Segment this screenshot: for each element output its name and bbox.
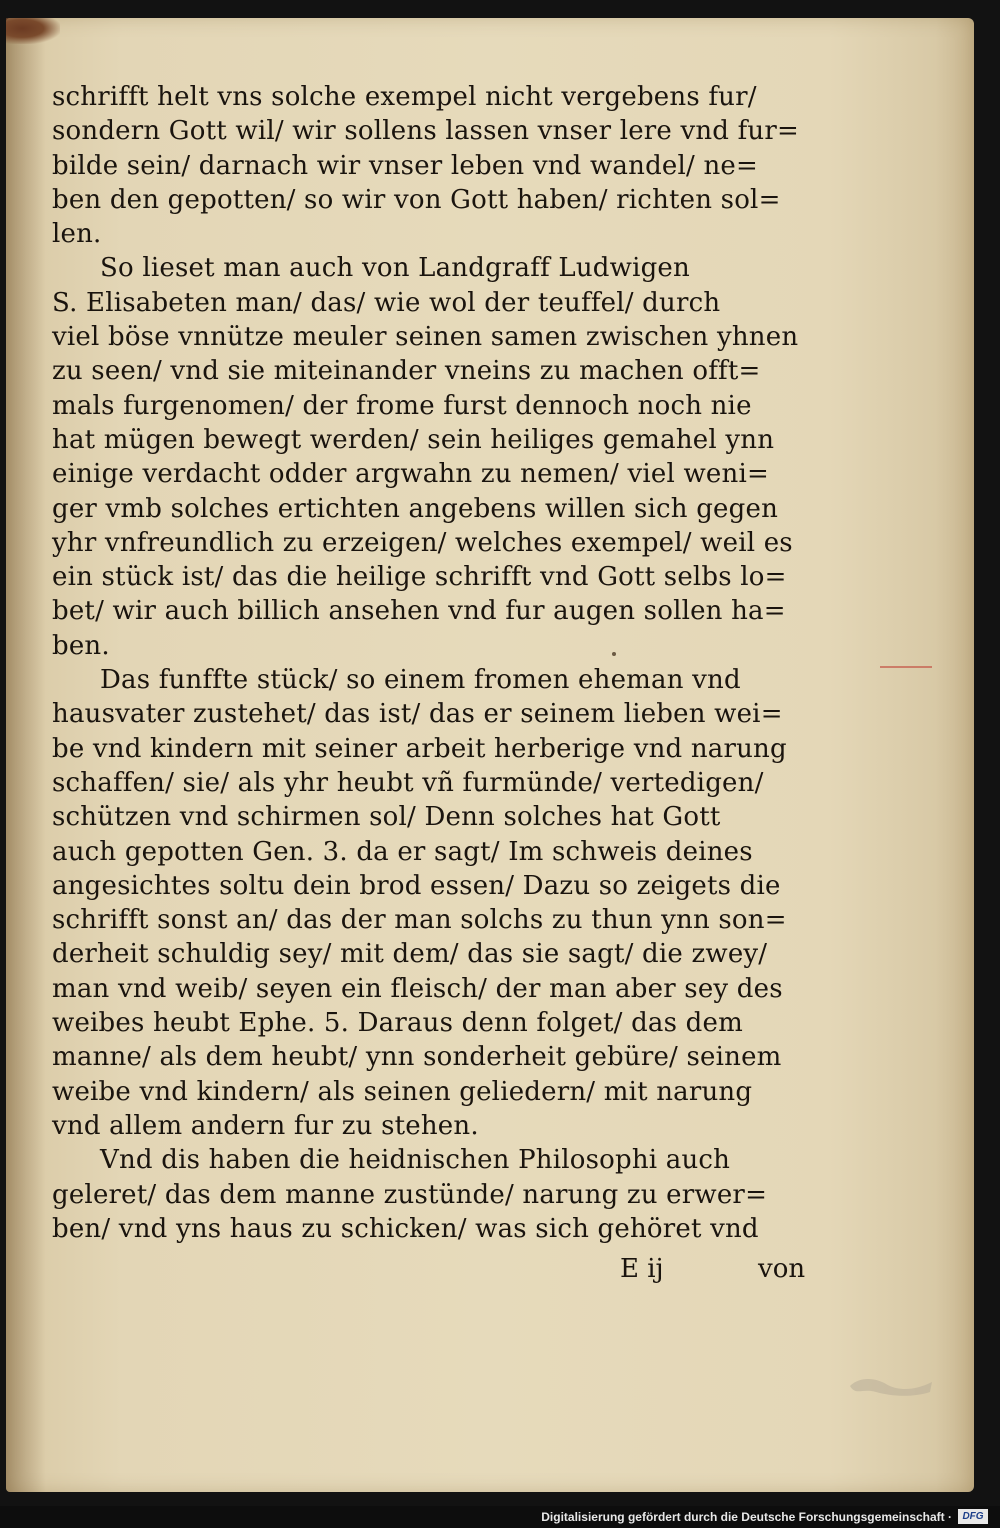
text-line: man vnd weib/ seyen ein fleisch/ der man aber sey des (52, 973, 783, 1004)
text-line: schaffen/ sie/ als yhr heubt vñ furmünde/ vertedigen/ (52, 767, 764, 798)
signature-mark: E ij (620, 1254, 664, 1284)
text-line: Das funffte stück/ so einem fromen eheman vnd (100, 665, 741, 696)
pencil-dot-mark (612, 652, 616, 656)
text-line: hat mügen bewegt werden/ sein heiliges gemahel ynn (52, 424, 775, 455)
text-line: vnd allem andern fur zu stehen. (52, 1110, 479, 1141)
text-line: hausvater zustehet/ das ist/ das er seinem lieben wei= (52, 699, 783, 730)
page-footer (52, 1254, 822, 1288)
text-line: manne/ als dem heubt/ ynn sonderheit gebüre/ seinem (52, 1042, 782, 1073)
page-corner-stain (6, 18, 60, 44)
text-line: Vnd dis haben die heidnischen Philosophi auch (100, 1145, 731, 1176)
text-line: derheit schuldig sey/ mit dem/ das sie sagt/ die zwey/ (52, 939, 768, 970)
text-line: S. Elisabeten man/ das/ wie wol der teuffel/ durch (52, 287, 721, 318)
text-line: ben/ vnd yns haus zu schicken/ was sich gehöret vnd (52, 1213, 759, 1244)
text-line: zu seen/ vnd sie miteinander vneins zu machen offt= (52, 356, 761, 387)
text-line: auch gepotten Gen. 3. da er sagt/ Im schweis deines (52, 836, 753, 867)
dfg-logo-icon: DFG (958, 1509, 988, 1524)
red-ink-mark (880, 666, 932, 668)
text-line: len. (52, 219, 102, 250)
text-line: angesichtes soltu dein brod essen/ Dazu so zeigets die (52, 870, 781, 901)
text-line: ben. (52, 630, 110, 661)
catchword: von (758, 1254, 806, 1284)
text-line: schrifft sonst an/ das der man solchs zu thun ynn son= (52, 905, 787, 936)
text-line: sondern Gott wil/ wir sollens lassen vnser lere vnd fur= (52, 116, 799, 147)
text-line: ger vmb solches ertichten angebens willen sich gegen (52, 493, 779, 524)
text-line: viel böse vnnütze meuler seinen samen zwischen yhnen (52, 322, 799, 353)
text-line: schützen vnd schirmen sol/ Denn solches hat Gott (52, 802, 721, 833)
text-line: geleret/ das dem manne zustünde/ narung zu erwer= (52, 1179, 768, 1210)
text-line: einige verdacht odder argwahn zu nemen/ viel weni= (52, 459, 769, 490)
text-line: ein stück ist/ das die heilige schrifft vnd Gott selbs lo= (52, 562, 787, 593)
page-text-block (52, 80, 822, 1246)
text-line: bilde sein/ darnach wir vnser leben vnd wandel/ ne= (52, 150, 758, 181)
text-line: weibes heubt Ephe. 5. Daraus denn folget/ das dem (52, 1008, 743, 1039)
funding-credit-text: Digitalisierung gefördert durch die Deutsche Forschungsgemeinschaft · (541, 1510, 952, 1524)
text-line: ben den gepotten/ so wir von Gott haben/ richten sol= (52, 184, 781, 215)
text-line: mals furgenomen/ der frome furst dennoch noch nie (52, 390, 752, 421)
text-line: schrifft helt vns solche exempel nicht vergebens fur/ (52, 82, 757, 112)
text-line: bet/ wir auch billich ansehen vnd fur augen sollen ha= (52, 596, 786, 627)
text-line: So lieset man auch von Landgraff Ludwigen (100, 253, 690, 284)
text-line: weibe vnd kindern/ als seinen geliedern/ mit narung (52, 1076, 753, 1107)
digitization-credit-bar (0, 1506, 1000, 1528)
paper-blemish (846, 1372, 936, 1400)
text-line: yhr vnfreundlich zu erzeigen/ welches exempel/ weil es (52, 527, 793, 558)
text-line: be vnd kindern mit seiner arbeit herberige vnd narung (52, 733, 787, 764)
